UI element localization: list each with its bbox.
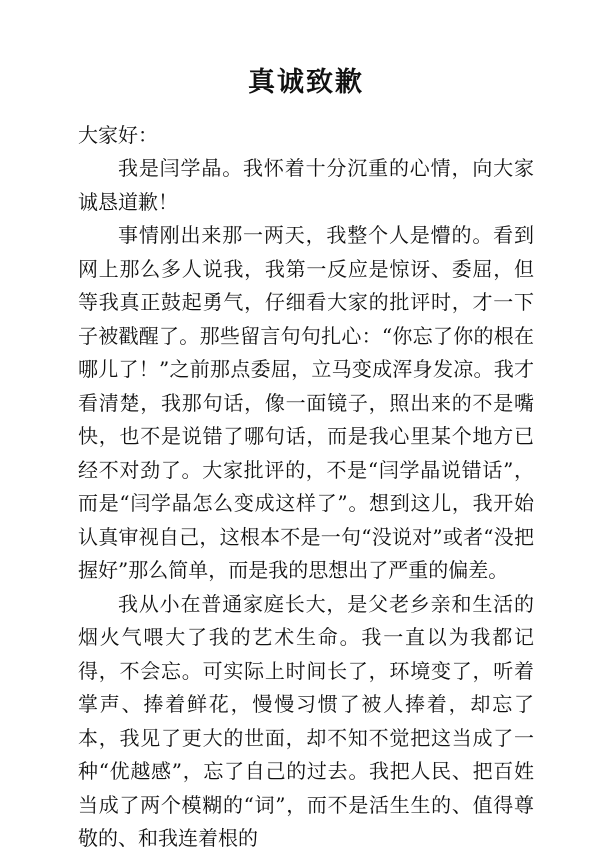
paragraph-1: 我是闫学晶。我怀着十分沉重的心情，向大家诚恳道歉！ (78, 156, 534, 214)
paragraph-3: 我从小在普通家庭长大，是父老乡亲和生活的烟火气喂大了我的艺术生命。我一直以为我都记得，不会忘。可实际上时间长了，环境变了，听着掌声、捧着鲜花，慢慢习惯了被人捧着，却忘了本，我见了更大的世面，却不知不觉把这当成了一种“优越感”，忘了自己的过去。我把人民、把百姓当成了两个模糊的“词”，而不是活生生的、值得尊敬的、和我连着根的 (78, 591, 534, 850)
paragraph-2: 事情刚出来那一两天，我整个人是懵的。看到网上那么多人说我，我第一反应是惊讶、委屈，但等我真正鼓起勇气，仔细看大家的批评时，才一下子被戳醒了。那些留言句句扎心：“你忘了你的根在哪儿了！”之前那点委屈，立马变成浑身发凉。我才看清楚，我那句话，像一面镜子，照出来的不是嘴快，也不是说错了哪句话，而是我心里某个地方已经不对劲了。大家批评的，不是“闫学晶说错话”，而是“闫学晶怎么变成这样了”。想到这儿，我开始认真审视自己，这根本不是一句“没说对”或者“没把握好”那么简单，而是我的思想出了严重的偏差。 (78, 223, 534, 582)
salutation: 大家好： (78, 123, 158, 147)
document-title: 真诚致歉 (248, 67, 364, 98)
